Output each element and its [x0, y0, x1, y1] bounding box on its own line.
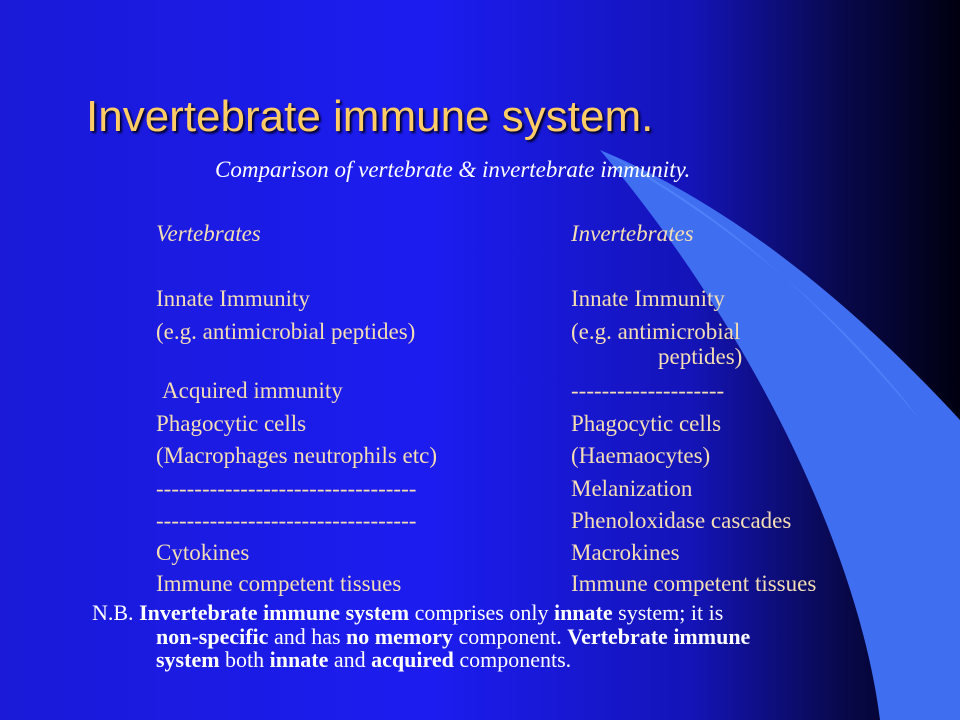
invertebrate-macrokines: Macrokines: [571, 540, 680, 565]
header-vertebrates: Vertebrates: [156, 221, 261, 246]
invertebrate-melanization: Melanization: [571, 476, 693, 501]
slide-title: Invertebrate immune system.: [86, 92, 654, 141]
invertebrate-antimicrobial-peptides: (e.g. antimicrobial: [571, 319, 741, 344]
invertebrate-immune-tissues: Immune competent tissues: [571, 571, 817, 596]
nb-note: [92, 601, 892, 672]
nb-note-line-1: N.B. Invertebrate immune system comprises only innate system; it is: [92, 600, 724, 625]
vertebrate-acquired-immunity: Acquired immunity: [162, 378, 343, 403]
header-invertebrates: Invertebrates: [571, 221, 694, 246]
vertebrate-melanization: ----------------------------------: [156, 476, 417, 501]
invertebrate-antimicrobial-peptides-cont: peptides): [658, 344, 743, 369]
invertebrate-acquired-immunity: --------------------: [571, 378, 725, 403]
invertebrate-innate-immunity: Innate Immunity: [571, 286, 725, 311]
invertebrate-phenoloxidase: Phenoloxidase cascades: [571, 508, 792, 533]
slide-subtitle: Comparison of vertebrate & invertebrate immunity.: [215, 157, 691, 182]
invertebrate-phagocyte-types: (Haemaocytes): [571, 443, 711, 468]
nb-note-line-2: non-specific and has no memory component. Vertebrate immune: [156, 623, 751, 649]
vertebrate-immune-tissues: Immune competent tissues: [156, 571, 402, 596]
vertebrate-phenoloxidase: ----------------------------------: [156, 508, 417, 533]
vertebrate-phagocyte-types: (Macrophages neutrophils etc): [156, 443, 438, 468]
invertebrate-phagocytic-cells: Phagocytic cells: [571, 411, 722, 436]
vertebrate-innate-immunity: Innate Immunity: [156, 286, 310, 311]
nb-note-line-3: system both innate and acquired components.: [156, 647, 572, 672]
vertebrate-antimicrobial-peptides: (e.g. antimicrobial peptides): [156, 319, 416, 344]
vertebrate-cytokines: Cytokines: [156, 540, 250, 565]
vertebrate-phagocytic-cells: Phagocytic cells: [156, 411, 307, 436]
